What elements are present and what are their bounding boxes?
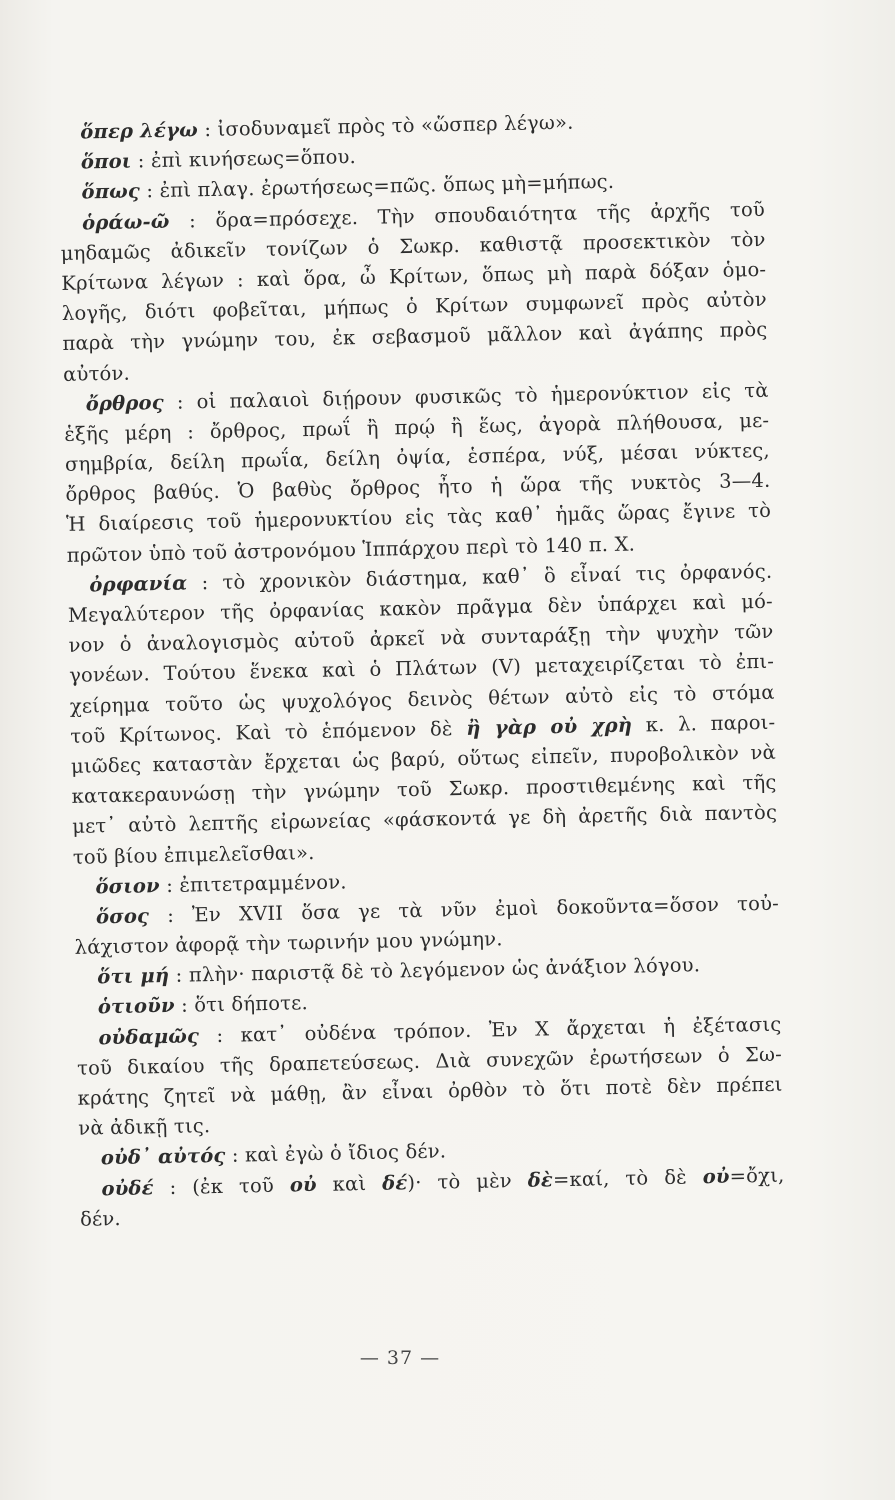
entry-text: : πλὴν· παριστᾷ δὲ τὸ λεγόμενον ὡς ἀνάξιον λόγου.: [169, 953, 701, 988]
text-line: κατακεραυνώσῃ τὴν γνώμην τοῦ Σωκρ. προστιθεμένης καὶ τῆς: [71, 770, 777, 808]
entry-text: : ἐπὶ κινήσεως=ὅπου.: [131, 145, 357, 173]
text-line: Κρίτωνα λέγων : καὶ ὅρα, ὦ Κρίτων, ὅπως μὴ παρὰ δόξαν ὁμο-: [61, 257, 767, 295]
entry-text: : κατ᾽ οὐδένα τρόπον. Ἐν X ἄρχεται ἡ ἐξέτασις: [198, 1012, 782, 1047]
entry-head: ὅσος: [95, 904, 150, 929]
text-line: λογῆς, διότι φοβεῖται, μήπως ὁ Κρίτων συμφωνεῖ πρὸς αὐτὸν: [61, 287, 768, 326]
entry-text: : ὅρα=πρόσεχε. Τὴν σπουδαιότητα τῆς ἀρχῆς τοῦ: [169, 197, 766, 233]
entry-text: : καὶ ἐγὼ ὁ ἴδιος δέν.: [225, 1139, 447, 1168]
text-segment: καὶ: [316, 1171, 383, 1196]
entry-head: ὅτι μή: [97, 964, 170, 989]
entry-head: οὐδαμῶς: [98, 1023, 200, 1049]
text-line: τοῦ βίου ἐπιμελεῖσθαι».: [72, 840, 315, 869]
entry-head: ὅπερ λέγω: [80, 118, 199, 144]
entry-text: : ἰσοδυναμεῖ πρὸς τὸ «ὥσπερ λέγω».: [197, 110, 574, 142]
text-line: παρὰ τὴν γνώμην του, ἐκ σεβασμοῦ μᾶλλον καὶ ἀγάπης πρὸς: [62, 318, 768, 356]
entry-head: ὅπως: [81, 179, 141, 204]
entry-head: ὁράω-ῶ: [81, 209, 170, 235]
text-line: λάχιστον ἀφορᾷ τὴν τωρινήν μου γνώμην.: [74, 927, 503, 959]
page-number: — 37 —: [359, 1347, 441, 1369]
text-line: δέν.: [79, 1206, 122, 1231]
emphasis-word: οὐ: [289, 1172, 317, 1197]
emphasis-word: οὐ: [702, 1164, 730, 1188]
entry-text: : ὅτι δήποτε.: [174, 991, 309, 1018]
text-segment: κ. λ. παροι-: [631, 710, 776, 737]
text-line: μηδαμῶς ἀδικεῖν τονίζων ὁ Σωκρ. καθιστᾷ προσεκτικὸν τὸν: [60, 227, 766, 265]
entry-head: ὅποι: [80, 149, 132, 174]
text-line: μιῶδες καταστὰν ἔρχεται ὡς βαρύ, οὕτως εἰπεῖν, πυροβολικὸν νὰ: [70, 740, 777, 778]
text-segment: =καί, τὸ δὲ: [552, 1164, 703, 1191]
text-line: τοῦ δικαίου τῆς δραπετεύσεως. Διὰ συνεχῶν ἐρωτήσεων ὁ Σω-: [76, 1042, 783, 1080]
text-line: αὐτόν.: [62, 361, 131, 386]
text-segment: : (ἐκ τοῦ: [153, 1173, 291, 1199]
entry-text: : Ἐν XVII ὅσα γε τὰ νῦν ἐμοὶ δοκοῦντα=ὅσον τοὐ-: [148, 891, 780, 928]
entry-head: ὀρφανία: [89, 571, 188, 597]
text-line: ὄρθρος βαθύς. Ὁ βαθὺς ὄρθρος ἦτο ἡ ὥρα τῆς νυκτὸς 3—4.: [65, 469, 771, 507]
entry-text: : οἱ παλαιοὶ διῄρουν φυσικῶς τὸ ἡμερονύκτιον εἰς τὰ: [163, 378, 769, 414]
entry-head: ὁτιοῦν: [97, 994, 175, 1019]
text-segment: =ὄχι,: [729, 1163, 785, 1188]
entry-head: ὅσιον: [95, 873, 161, 899]
text-line: κράτης ζητεῖ νὰ μάθῃ, ἂν εἶναι ὀρθὸν τὸ ὅτι ποτὲ δὲν πρέπει: [77, 1072, 783, 1110]
text-line: νον ὁ ἀναλογισμὸς αὐτοῦ ἀρκεῖ νὰ συνταράξῃ τὴν ψυχὴν τῶν: [68, 619, 774, 658]
text-segment: )· τὸ μὲν: [407, 1168, 528, 1194]
entry-text: : ἐπὶ πλαγ. ἐρωτήσεως=πῶς. ὅπως μὴ=μήπως.: [139, 170, 615, 203]
glossary-text: [58, 104, 785, 1235]
text-line: πρῶτον ὑπὸ τοῦ ἀστρονόμου Ἱππάρχου περὶ τὸ 140 π. Χ.: [66, 532, 636, 567]
text-line: γονέων. Τούτου ἕνεκα καὶ ὁ Πλάτων (V) μεταχειρίζεται τὸ ἐπι-: [68, 650, 775, 688]
entry-text: : ἐπιτετραμμένον.: [159, 870, 347, 897]
entry-head: ὄρθρος: [85, 390, 164, 416]
text-line: χείρημα τοῦτο ὡς ψυχολόγος δεινὸς θέτων αὐτὸ εἰς τὸ στόμα: [69, 680, 775, 718]
text-line: νὰ ἀδικῇ τις.: [78, 1114, 211, 1140]
text-segment: τοῦ Κρίτωνος. Καὶ τὸ ἑπόμενον δὲ: [70, 716, 467, 748]
emphasis-word: δὲ: [527, 1167, 554, 1192]
entry-head: οὐδέ: [101, 1175, 154, 1200]
text-line: Ἡ διαίρεσις τοῦ ἡμερονυκτίου εἰς τὰς καθ᾽ ἡμᾶς ὥρας ἔγινε τὸ: [65, 499, 772, 537]
emphasis-word: δέ: [381, 1170, 408, 1195]
text-line: Μεγαλύτερον τῆς ὀρφανίας κακὸν πρᾶγμα δὲν ὑπάρχει καὶ μό-: [67, 589, 774, 627]
text-line: σημβρία, δείλη πρωΐα, δείλη ὀψία, ἑσπέρα, νύξ, μέσαι νύκτες,: [64, 438, 771, 476]
entry-head: οὐδ᾽ αὐτός: [100, 1144, 226, 1170]
text-line: ἑξῆς μέρη : ὄρθρος, πρωΐ ἢ πρῴ ἢ ἕως, ἀγορὰ πλήθουσα, με-: [64, 408, 770, 446]
text-line: μετ᾽ αὐτὸ λεπτῆς εἰρωνείας «φάσκοντά γε δὴ ἀρετῆς διὰ παντὸς: [71, 801, 778, 839]
quoted-phrase: ἢ γὰρ οὐ χρὴ: [465, 713, 633, 740]
entry-text: : τὸ χρονικὸν διάστημα, καθ᾽ ὃ εἶναί τις ὀρφανός.: [187, 559, 773, 595]
